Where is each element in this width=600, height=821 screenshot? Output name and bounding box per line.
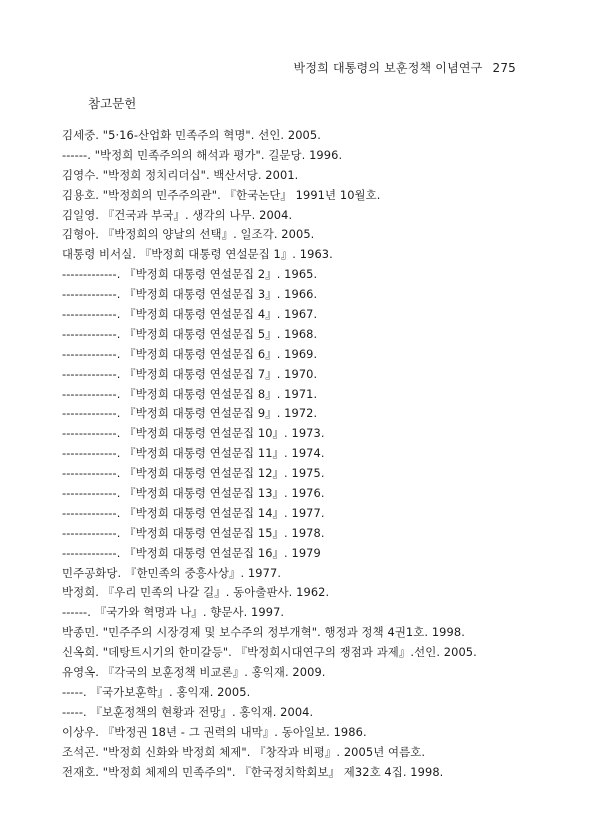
reference-item: -----. 『국가보훈학』. 홍익재. 2005. <box>62 684 251 699</box>
reference-item: 민주공화당. 『한민족의 중흥사상』. 1977. <box>62 565 282 580</box>
reference-item: -------------. 『박정희 대통령 연설문집 6』. 1969. <box>62 346 318 361</box>
reference-item: ------. "박정희 민족주의의 해석과 평가". 길문당. 1996. <box>62 147 343 162</box>
reference-item: -------------. 『박정희 대통령 연설문집 4』. 1967. <box>62 307 318 322</box>
reference-item: -------------. 『박정희 대통령 연설문집 11』. 1974. <box>62 446 325 461</box>
reference-item: -------------. 『박정희 대통령 연설문집 2』. 1965. <box>62 267 318 282</box>
reference-item: 박정희. 『우리 민족의 나갈 길』. 동아출판사. 1962. <box>62 585 330 600</box>
reference-item: 신옥희. "데탕트시기의 한미갈등". 『박정희시대연구의 쟁점과 과제』.선인. 2005. <box>62 645 477 660</box>
reference-item: -------------. 『박정희 대통령 연설문집 14』. 1977. <box>62 505 325 520</box>
reference-item: 유영옥. 『각국의 보훈정책 비교론』. 홍익재. 2009. <box>62 665 326 680</box>
reference-item: -------------. 『박정희 대통령 연설문집 3』. 1966. <box>62 287 318 302</box>
reference-item: -------------. 『박정희 대통령 연설문집 13』. 1976. <box>62 486 325 501</box>
reference-item: -----. 『보훈정책의 현황과 전망』. 홍익재. 2004. <box>62 704 314 719</box>
reference-item: 조석곤. "박정희 신화와 박정희 체제". 『창작과 비평』. 2005년 여름호. <box>62 744 426 759</box>
reference-item: 김용호. "박정희의 민주주의관". 『한국논단』 1991년 10월호. <box>62 187 381 202</box>
reference-item: -------------. 『박정희 대통령 연설문집 5』. 1968. <box>62 326 318 341</box>
reference-item: -------------. 『박정희 대통령 연설문집 16』. 1979 <box>62 545 321 560</box>
section-title: 참고문헌 <box>88 96 137 111</box>
reference-item: -------------. 『박정희 대통령 연설문집 10』. 1973. <box>62 426 325 441</box>
reference-item: ------. 『국가와 혁명과 나』. 향문사. 1997. <box>62 605 285 620</box>
reference-item: 김영수. "박정희 정치리더십". 백산서당. 2001. <box>62 167 299 182</box>
running-header <box>294 59 516 76</box>
reference-item: -------------. 『박정희 대통령 연설문집 15』. 1978. <box>62 525 325 540</box>
reference-item: -------------. 『박정희 대통령 연설문집 12』. 1975. <box>62 466 325 481</box>
reference-list <box>62 126 582 782</box>
reference-item: 박종민. "민주주의 시장경제 및 보수주의 정부개혁". 행정과 정책 4권1호. 1998. <box>62 625 465 640</box>
reference-item: 김일영. 『건국과 부국』. 생각의 나무. 2004. <box>62 207 293 222</box>
reference-item: 전재호. "박정희 체제의 민족주의". 『한국정치학회보』 제32호 4집. 1998. <box>62 764 444 779</box>
running-title: 박정희 대통령의 보훈정책 이념연구 <box>293 61 483 75</box>
reference-item: -------------. 『박정희 대통령 연설문집 8』. 1971. <box>62 386 318 401</box>
reference-item: 대통령 비서실. 『박정희 대통령 연설문집 1』. 1963. <box>62 247 333 262</box>
reference-item: -------------. 『박정희 대통령 연설문집 7』. 1970. <box>62 366 318 381</box>
reference-item: 김세중. "5·16-산업화 민족주의 혁명". 선인. 2005. <box>62 128 321 142</box>
reference-item: 이상우. 『박정권 18년 - 그 권력의 내막』. 동아일보. 1986. <box>62 724 367 739</box>
reference-item: 김형아. 『박정희의 양날의 선택』. 일조각. 2005. <box>62 227 315 242</box>
reference-item: -------------. 『박정희 대통령 연설문집 9』. 1972. <box>62 406 318 421</box>
page-number: 275 <box>492 61 516 75</box>
